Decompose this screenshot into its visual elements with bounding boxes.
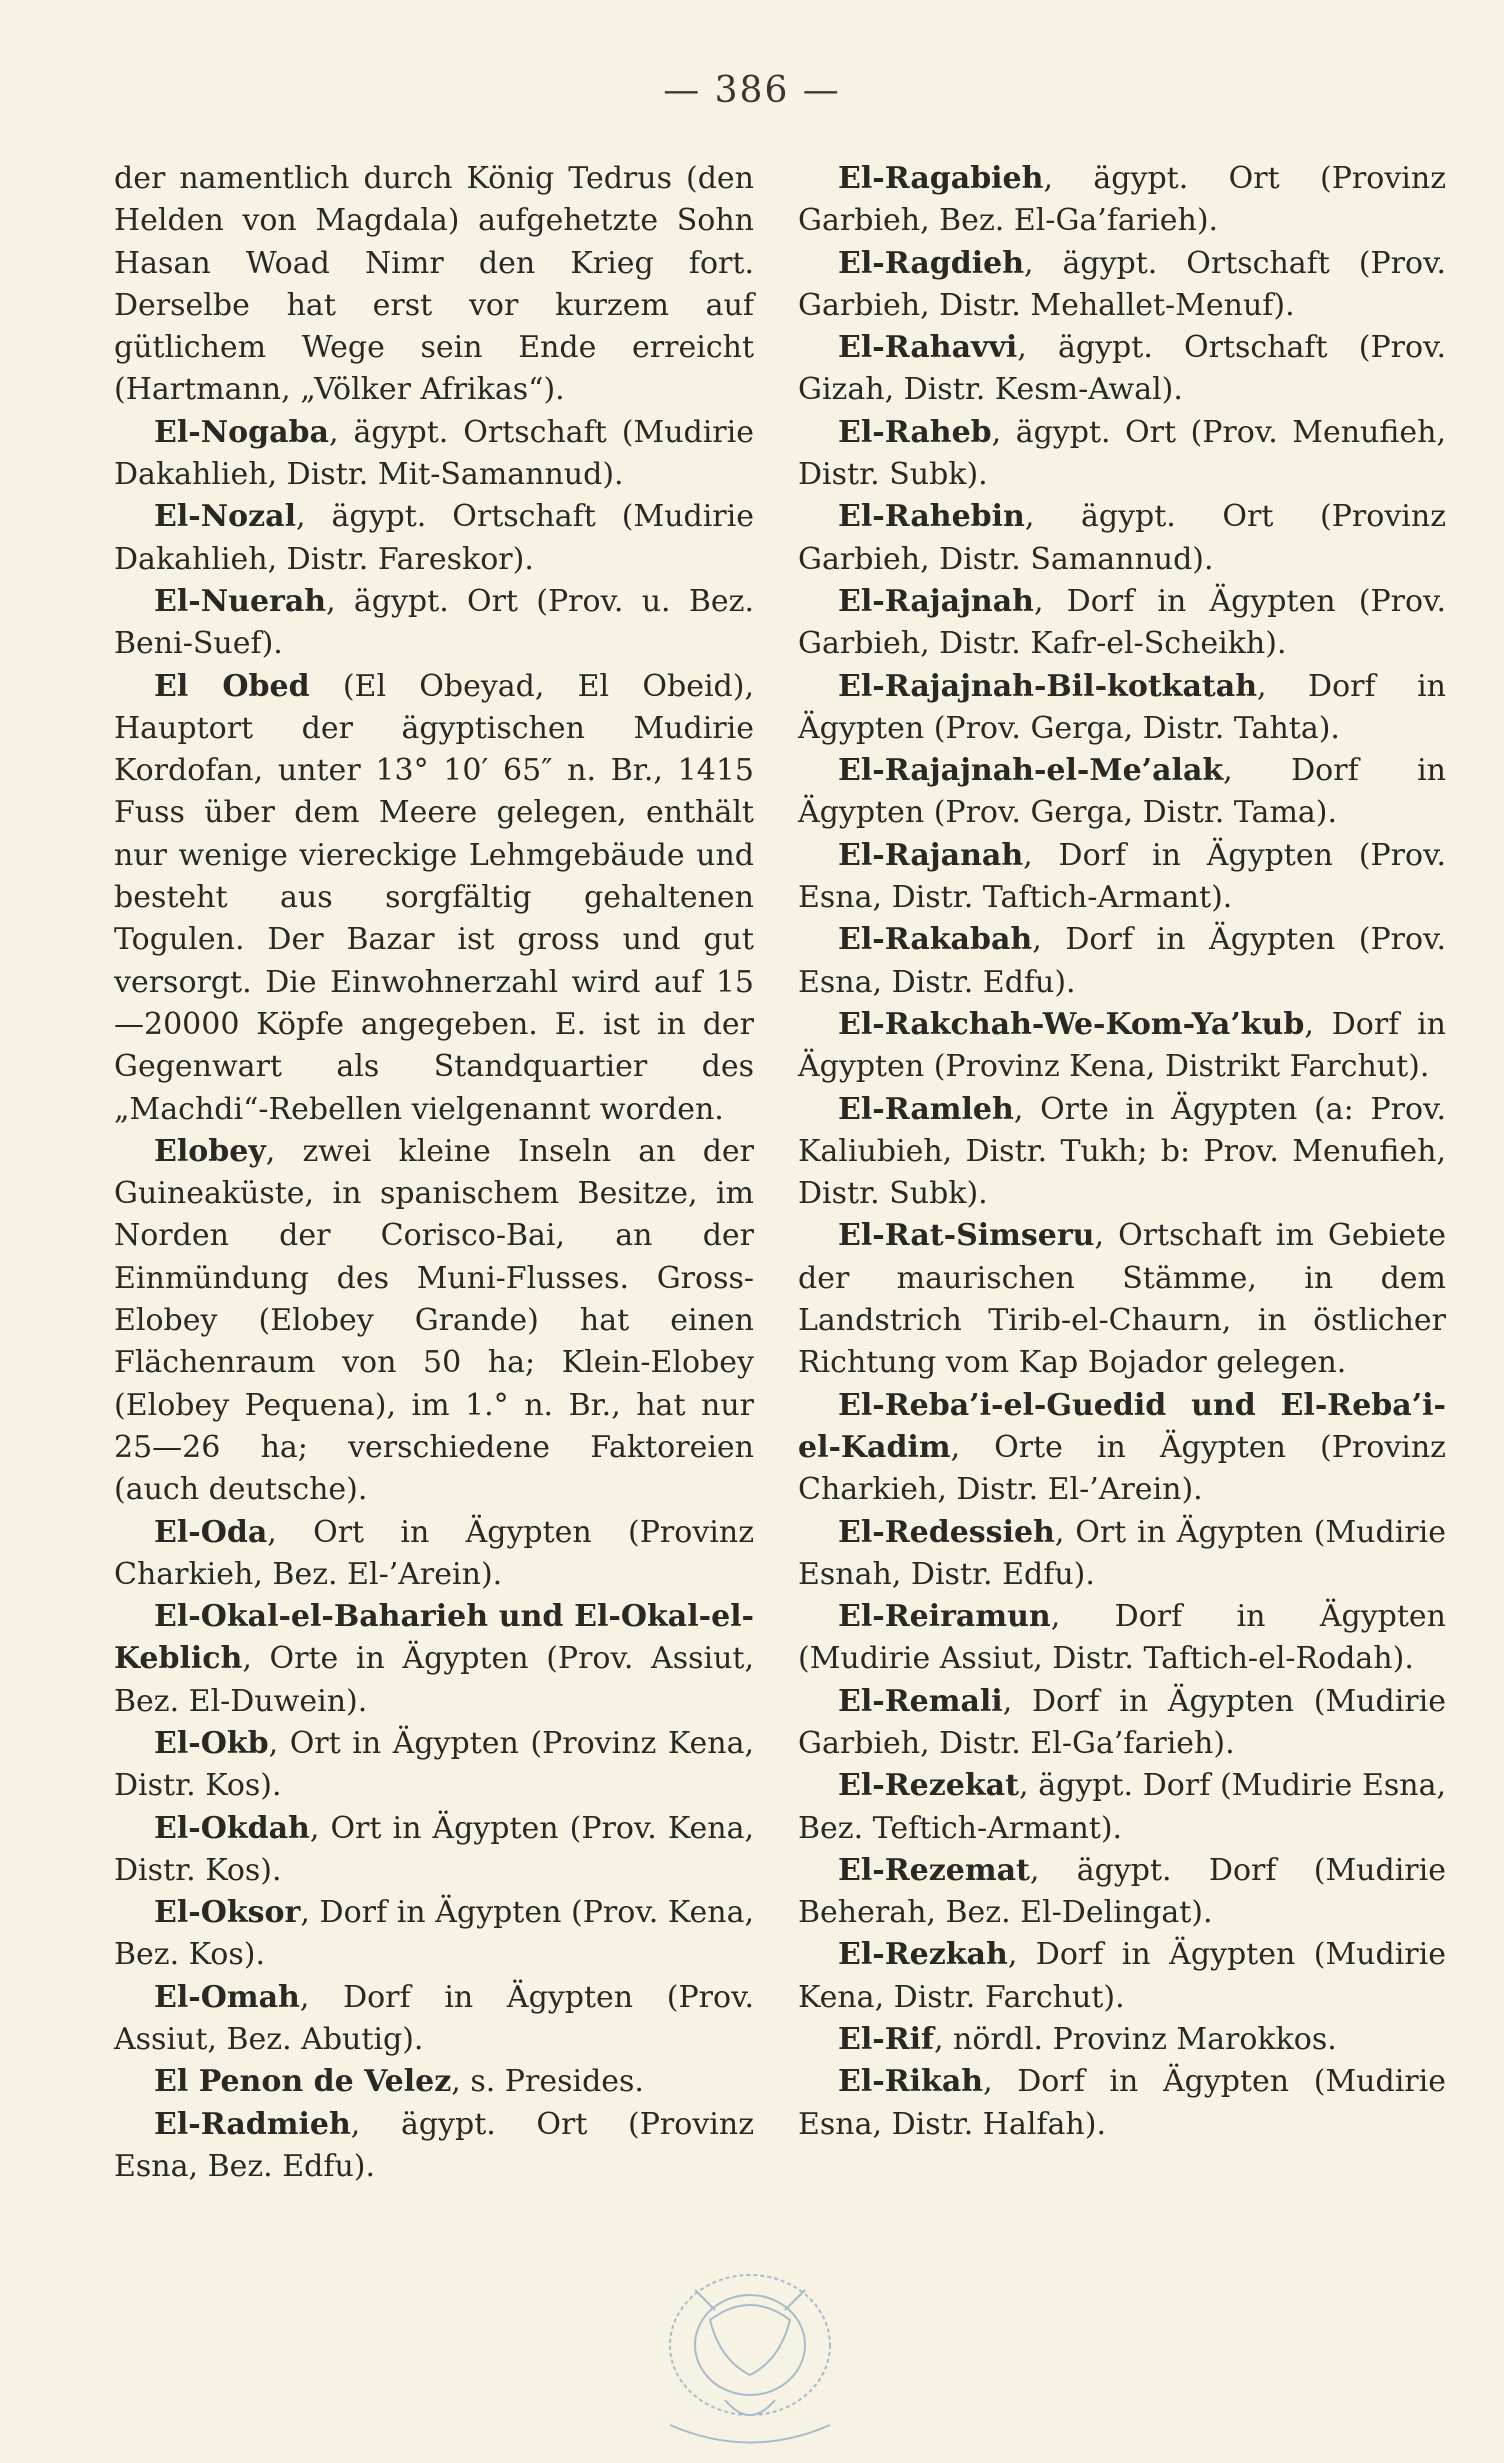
entry-text: , Ort in Ägypten (Mudirie Esnah, Distr. Edfu). bbox=[798, 1514, 1446, 1592]
right-column bbox=[798, 158, 1446, 2146]
entry-text: , s. Presides. bbox=[451, 2064, 644, 2100]
entry-headword: El-Rajajnah bbox=[838, 583, 1034, 619]
entry-headword: El-Ragdieh bbox=[838, 245, 1025, 281]
entry-headword: El-Ragabieh bbox=[838, 161, 1044, 196]
entry-text: , Dorf in Ägypten (Provinz Kena, Distrikt Farchut). bbox=[798, 1006, 1446, 1085]
entry-headword: El-Rahebin bbox=[838, 499, 1025, 535]
entry-headword: El-Rikah bbox=[838, 2064, 984, 2100]
entry-headword: El-Rat-Simseru bbox=[838, 1218, 1095, 1254]
dictionary-entry bbox=[114, 1596, 754, 1723]
entry-text: , nördl. Provinz Marokkos. bbox=[933, 2022, 1337, 2058]
entry-text: , Dorf in Ägypten (Prov. Assiut, Bez. Abutig). bbox=[114, 1979, 754, 2058]
entry-text: , Dorf in Ägypten (Mudirie Kena, Distr. Farchut). bbox=[798, 1937, 1446, 2015]
entry-text: , Ortschaft im Gebiete der maurischen Stämme, in dem Landstrich Tirib-el-Chaurn, in östlicher Richtung vom Kap Bojador gelegen. bbox=[798, 1218, 1446, 1381]
entry-headword: El-Ramleh bbox=[838, 1091, 1014, 1127]
entry-headword: El-Rajajnah-el-Me’alak bbox=[838, 753, 1224, 789]
entry-headword: Elobey bbox=[154, 1133, 266, 1169]
entry-text: , ägypt. Ort (Prov. u. Bez. Beni-Suef). bbox=[114, 583, 754, 662]
entry-text: , Dorf in Ägypten (Mudirie Esna, Distr. Halfah). bbox=[798, 2064, 1446, 2142]
entry-text: , Dorf in Ägypten (Mudirie Assiut, Distr. Taftich-el-Rodah). bbox=[798, 1599, 1446, 1677]
dictionary-entry bbox=[798, 1004, 1446, 1089]
entry-text: , ägypt. Ortschaft (Prov. Garbieh, Distr. Mehallet-Menuf). bbox=[798, 245, 1446, 323]
entry-text: , Dorf in Ägypten (Mudirie Garbieh, Distr. El-Ga’farieh). bbox=[798, 1683, 1446, 1761]
entry-text: , Dorf in Ägypten (Prov. Garbieh, Distr. Kafr-el-Scheikh). bbox=[798, 583, 1446, 662]
dictionary-entry bbox=[798, 2019, 1446, 2061]
entry-text: , ägypt. Ort (Provinz Garbieh, Distr. Samannud). bbox=[798, 499, 1446, 577]
entry-headword: El-Rakchah-We-Kom-Ya’kub bbox=[838, 1006, 1305, 1042]
dictionary-entry bbox=[798, 1596, 1446, 1681]
entry-headword: El-Nogaba bbox=[154, 414, 329, 450]
entry-headword: El-Reba’i-el-Guedid und El-Reba’i-el-Kadim bbox=[798, 1387, 1446, 1465]
entry-headword: El-Reiramun bbox=[838, 1599, 1051, 1635]
entry-headword: El-Nuerah bbox=[154, 583, 327, 619]
entry-text: , Ort in Ägypten (Provinz Kena, Distr. Kos). bbox=[114, 1725, 754, 1804]
dictionary-entry bbox=[798, 496, 1446, 581]
entry-text: , zwei kleine Inseln an der Guineaküste, in spanischem Besitze, im Norden der Corisco-Bai, an der Einmündung des Muni-Flusses. Gross-Elobey (Elobey Grande) hat einen Flächenraum von 50 ha; Klein-Elobey (Elobey Pequena), im 1.° n. Br., hat nur 25—26 ha; verschiedene Faktoreien (auch deutsche). bbox=[114, 1133, 754, 1508]
entry-text: , ägypt. Ortschaft (Mudirie Dakahlieh, Distr. Mit-Samannud). bbox=[114, 414, 754, 493]
dictionary-entry bbox=[114, 2061, 754, 2103]
entry-text: , Dorf in Ägypten (Prov. Kena, Bez. Kos). bbox=[114, 1895, 754, 1973]
entry-text: , ägypt. Dorf (Mudirie Beherah, Bez. El-Delingat). bbox=[798, 1852, 1446, 1931]
entry-headword: El-Okal-el-Baharieh und El-Okal-el-Keblich bbox=[114, 1599, 754, 1677]
entry-headword: El-Rahavvi bbox=[838, 330, 1018, 366]
dictionary-entry bbox=[798, 327, 1446, 412]
entry-text: , Orte in Ägypten (a: Prov. Kaliubieh, Distr. Tukh; b: Prov. Menufieh, Distr. Subk). bbox=[798, 1091, 1446, 1212]
entry-text: , ägypt. Ort (Prov. Menufieh, Distr. Subk). bbox=[798, 414, 1446, 493]
entry-text: , Ort in Ägypten (Prov. Kena, Distr. Kos). bbox=[114, 1810, 754, 1888]
entry-headword: El-Omah bbox=[154, 1979, 300, 2015]
entry-text: , Dorf in Ägypten (Prov. Gerga, Distr. Tahta). bbox=[798, 668, 1446, 746]
entry-headword: El Obed bbox=[154, 668, 310, 704]
dictionary-entry bbox=[798, 1934, 1446, 2019]
entry-headword: El-Redessieh bbox=[838, 1514, 1055, 1550]
dictionary-entry bbox=[114, 158, 754, 412]
entry-headword: El-Rezkah bbox=[838, 1937, 1008, 1973]
entry-text: , Dorf in Ägypten (Prov. Esna, Distr. Edfu). bbox=[798, 922, 1446, 1000]
dictionary-entry bbox=[798, 1215, 1446, 1384]
dictionary-entry bbox=[798, 1089, 1446, 1216]
dictionary-entry bbox=[114, 1723, 754, 1808]
dictionary-entry bbox=[114, 496, 754, 581]
entry-text: , Orte in Ägypten (Prov. Assiut, Bez. El-Duwein). bbox=[114, 1641, 754, 1719]
dictionary-entry bbox=[114, 1808, 754, 1893]
entry-headword: El-Remali bbox=[838, 1683, 1003, 1719]
dictionary-entry bbox=[798, 1765, 1446, 1850]
dictionary-entry bbox=[798, 835, 1446, 920]
entry-headword: El-Okb bbox=[154, 1725, 269, 1761]
entry-text: , ägypt. Ortschaft (Mudirie Dakahlieh, Distr. Fareskor). bbox=[114, 499, 754, 577]
entry-headword: El-Raheb bbox=[838, 414, 992, 450]
dictionary-entry bbox=[798, 750, 1446, 835]
entry-headword: El-Rezemat bbox=[838, 1852, 1030, 1888]
entry-text: , ägypt. Ortschaft (Prov. Gizah, Distr. Kesm-Awal). bbox=[798, 330, 1446, 408]
dictionary-entry bbox=[114, 581, 754, 666]
entry-headword: El-Rezekat bbox=[838, 1768, 1019, 1804]
entry-headword: El-Radmieh bbox=[154, 2106, 351, 2142]
dictionary-entry bbox=[114, 1977, 754, 2062]
entry-headword: El-Oksor bbox=[154, 1895, 301, 1931]
entry-headword: El-Okdah bbox=[154, 1810, 310, 1846]
entry-headword: El-Nozal bbox=[154, 499, 297, 535]
dictionary-entry bbox=[114, 1131, 754, 1512]
dictionary-entry bbox=[798, 2061, 1446, 2146]
entry-text: der namentlich durch König Tedrus (den Helden von Magdala) aufgehetzte Sohn Hasan Woad Nimr den Krieg fort. Derselbe hat erst vor kurzem auf gütlichem Wege sein Ende erreicht (Hartmann, „Völker Afrikas“). bbox=[114, 161, 754, 408]
dictionary-entry bbox=[798, 1512, 1446, 1597]
library-stamp-icon bbox=[600, 2250, 900, 2460]
entry-text: , Ort in Ägypten (Provinz Charkieh, Bez. El-’Arein). bbox=[114, 1514, 754, 1592]
dictionary-entry bbox=[114, 1512, 754, 1597]
page-number: — 386 — bbox=[663, 70, 841, 111]
dictionary-entry bbox=[114, 666, 754, 1131]
dictionary-entry bbox=[114, 2104, 754, 2189]
dictionary-entry bbox=[114, 1892, 754, 1977]
entry-text: , Dorf in Ägypten (Prov. Esna, Distr. Taftich-Armant). bbox=[798, 837, 1446, 916]
dictionary-entry bbox=[798, 919, 1446, 1004]
dictionary-entry bbox=[798, 1681, 1446, 1766]
entry-text: , ägypt. Dorf (Mudirie Esna, Bez. Teftich-Armant). bbox=[798, 1768, 1446, 1846]
entry-text: , Orte in Ägypten (Provinz Charkieh, Distr. El-’Arein). bbox=[798, 1429, 1446, 1508]
entry-headword: El-Oda bbox=[154, 1514, 268, 1550]
entry-headword: El Penon de Velez bbox=[154, 2064, 452, 2100]
entry-headword: El-Rakabah bbox=[838, 922, 1033, 958]
entry-text: , ägypt. Ort (Provinz Esna, Bez. Edfu). bbox=[114, 2106, 754, 2184]
entry-text: , Dorf in Ägypten (Prov. Gerga, Distr. Tama). bbox=[798, 753, 1446, 831]
entry-text: (El Obeyad, El Obeid), Hauptort der ägyptischen Mudirie Kordofan, unter 13° 10′ 65″ n. Br., 1415 Fuss über dem Meere gelegen, enthält nur wenige viereckige Lehmgebäude und besteht aus sorgfältig gehaltenen Togulen. Der Bazar ist gross und gut versorgt. Die Einwohnerzahl wird auf 15—20000 Köpfe angegeben. E. ist in der Gegenwart als Standquartier des „Machdi“-Rebellen vielgenannt worden. bbox=[114, 668, 754, 1127]
left-column bbox=[114, 158, 754, 2188]
dictionary-entry bbox=[798, 581, 1446, 666]
entry-text: , ägypt. Ort (Provinz Garbieh, Bez. El-Ga’farieh). bbox=[798, 161, 1446, 239]
dictionary-entry bbox=[798, 666, 1446, 751]
dictionary-entry bbox=[798, 1850, 1446, 1935]
dictionary-entry bbox=[798, 1385, 1446, 1512]
dictionary-entry bbox=[798, 243, 1446, 328]
dictionary-entry bbox=[114, 412, 754, 497]
dictionary-entry bbox=[798, 158, 1446, 243]
entry-headword: El-Rajanah bbox=[838, 837, 1024, 873]
entry-headword: El-Rif bbox=[838, 2022, 934, 2058]
dictionary-entry bbox=[798, 412, 1446, 497]
entry-headword: El-Rajajnah-Bil-kotkatah bbox=[838, 668, 1258, 704]
